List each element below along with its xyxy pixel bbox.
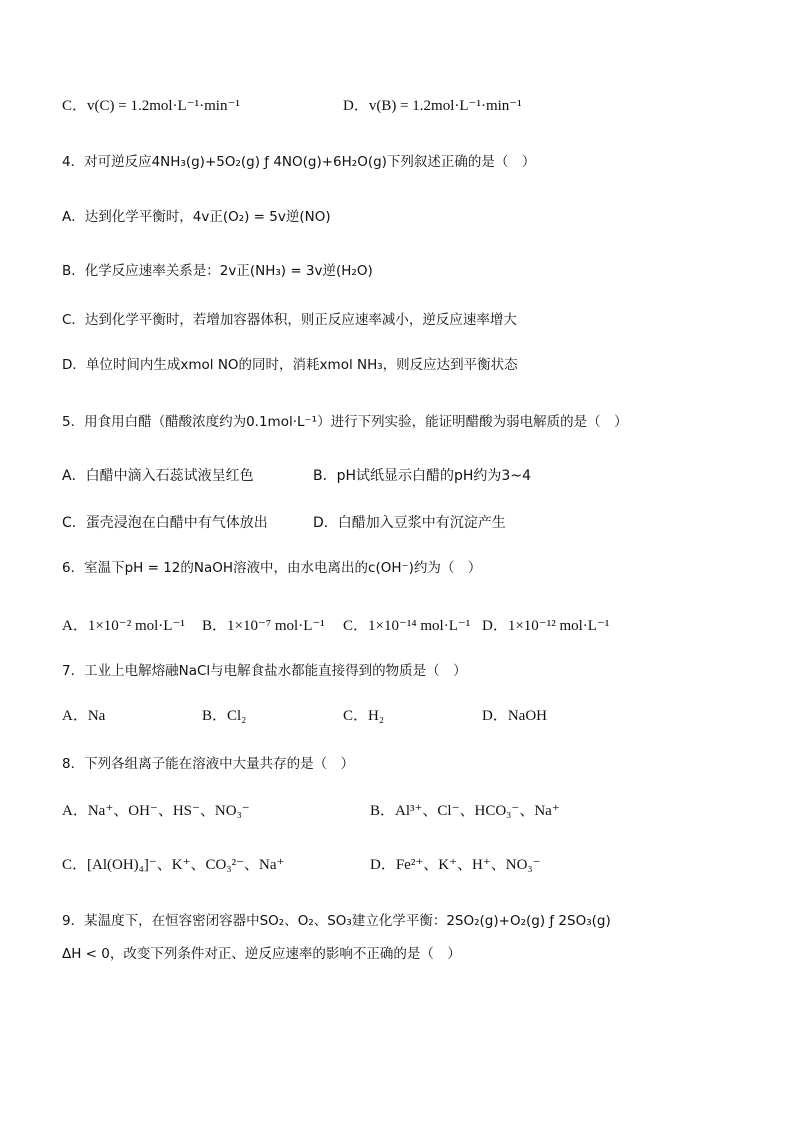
q7-option-d: D．NaOH xyxy=(482,708,547,724)
q8-option-b: B．Al³⁺、Cl⁻、HCO₃⁻、Na⁺ xyxy=(370,803,560,819)
q4-option-c: C．达到化学平衡时，若增加容器体积，则正反应速率减小，逆反应速率增大 xyxy=(62,312,517,328)
q5-option-a: A．白醋中滴入石蕊试液呈红色 xyxy=(62,468,254,484)
q7-option-c: C．H₂ xyxy=(343,708,385,724)
q8-stem: 8．下列各组离子能在溶液中大量共存的是（ ） xyxy=(62,756,355,772)
q4-option-a: A．达到化学平衡时，4v正(O₂) = 5v逆(NO) xyxy=(62,209,331,225)
q8-option-d: D．Fe²⁺、K⁺、H⁺、NO₃⁻ xyxy=(370,857,541,873)
q7-option-a: A．Na xyxy=(62,708,106,724)
q9-stem-line-2: ΔH < 0，改变下列条件对正、逆反应速率的影响不正确的是（ ） xyxy=(62,946,461,962)
q4-stem: 4．对可逆反应4NH₃(g)+5O₂(g) ƒ 4NO(g)+6H₂O(g)下列叙述正确的是（ ） xyxy=(62,154,536,170)
q8-option-c: C．[Al(OH)₄]⁻、K⁺、CO₃²⁻、Na⁺ xyxy=(62,857,285,873)
q8-option-a: A．Na⁺、OH⁻、HS⁻、NO₃⁻ xyxy=(62,803,250,819)
q3-option-c: C．v(C) = 1.2mol·L⁻¹·min⁻¹ xyxy=(62,98,240,114)
q6-option-c: C．1×10⁻¹⁴ mol·L⁻¹ xyxy=(343,618,471,634)
q4-option-b: B．化学反应速率关系是：2v正(NH₃) = 3v逆(H₂O) xyxy=(62,263,373,279)
q9-stem-line-1: 9．某温度下，在恒容密闭容器中SO₂、O₂、SO₃建立化学平衡：2SO₂(g)+O₂(g) ƒ 2SO₃(g) xyxy=(62,913,611,929)
q6-option-b: B．1×10⁻⁷ mol·L⁻¹ xyxy=(202,618,325,634)
q7-option-b: B．Cl₂ xyxy=(202,708,247,724)
q6-option-d: D．1×10⁻¹² mol·L⁻¹ xyxy=(482,618,610,634)
q5-option-d: D．白醋加入豆浆中有沉淀产生 xyxy=(313,515,506,531)
q5-option-b: B．pH试纸显示白醋的pH约为3~4 xyxy=(313,468,531,484)
q6-option-a: A．1×10⁻² mol·L⁻¹ xyxy=(62,618,185,634)
q3-option-d: D．v(B) = 1.2mol·L⁻¹·min⁻¹ xyxy=(343,98,522,114)
q7-stem: 7．工业上电解熔融NaCl与电解食盐水都能直接得到的物质是（ ） xyxy=(62,663,467,679)
q5-option-c: C．蛋壳浸泡在白醋中有气体放出 xyxy=(62,515,268,531)
q4-option-d: D．单位时间内生成xmol NO的同时，消耗xmol NH₃，则反应达到平衡状态 xyxy=(62,357,518,373)
q5-stem: 5．用食用白醋（醋酸浓度约为0.1mol·L⁻¹）进行下列实验，能证明醋酸为弱电解质的是（ ） xyxy=(62,414,628,430)
q6-stem: 6．室温下pH = 12的NaOH溶液中，由水电离出的c(OH⁻)约为（ ） xyxy=(62,560,482,576)
